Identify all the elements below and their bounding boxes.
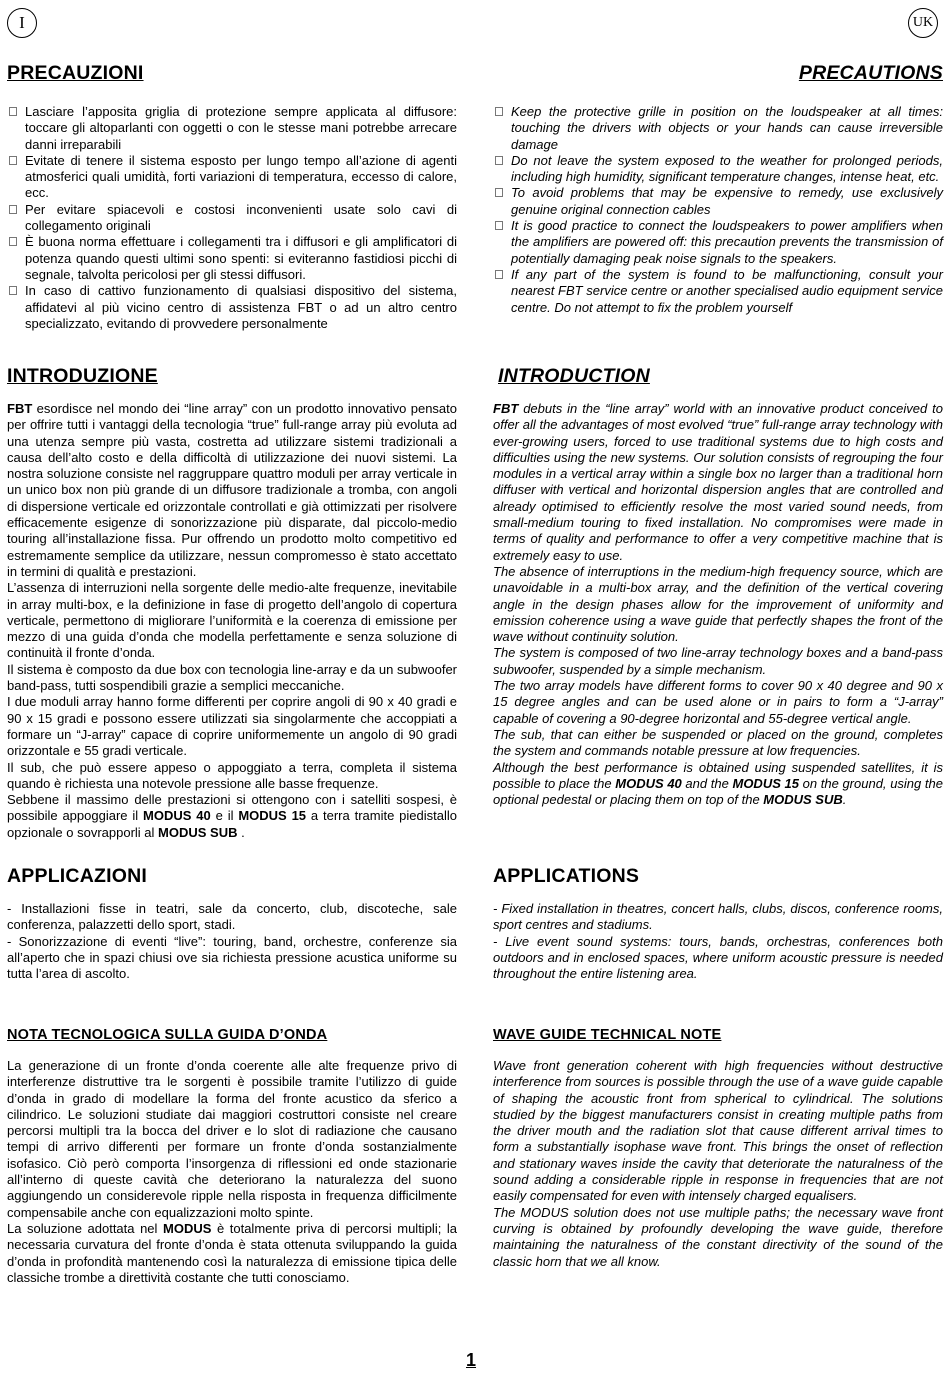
brand-name: FBT (7, 401, 33, 416)
list-item: Per evitare spiacevoli e costosi inconvenienti usate solo cavi di collegamento originali (7, 202, 457, 235)
checkbox-bullet-icon (9, 237, 17, 246)
english-language-badge: UK (908, 8, 938, 38)
checkbox-bullet-icon (9, 286, 17, 295)
precautions-heading-en: PRECAUTIONS (798, 62, 943, 84)
checkbox-bullet-icon (495, 188, 503, 197)
applications-heading-en: APPLICATIONS (493, 865, 640, 887)
list-item: Keep the protective grille in position on the loudspeaker at all times: touching the drivers with objects or your hands can cause irreversible damage (493, 104, 943, 153)
checkbox-bullet-icon (495, 221, 503, 230)
list-item: Evitate di tenere il sistema esposto per lungo tempo all’azione di agenti atmosferici quali umidità, forti variazioni di temperatura, eccesso di calore, ecc. (7, 153, 457, 202)
introduction-text-en: FBT debuts in the “line array” world with an innovative product conceived to offer all the advantages of most evolved “true” full-range array technology with ever-growing users, forced to use traditional systems due to high costs and difficulties using the new systems. Our solution consists of regrouping the four modules in a vertical array within a single box no larger than a traditional horn diffuser with vertical and horizontal dispersion angles that are controlled and already optimised to efficiently resolve the most varied sound needs, from small-medium touring to fixed installation. No compromises were made in terms of quality and performance to offer a very competitive machine that is extremely easy to use. The absence of interruptions in the medium-high frequency source, which are unavoidable in a multi-box array, and the definition of the vertical covering angle in the design phases allow for the improvement of uniformity and emission coherence using a wave guide that perfectly shapes the front of the wave without continuity solution. The system is composed of two line-array technology boxes and a band-pass subwoofer, suspended by a simple mechanism. The two array models have different forms to cover 90 x 40 degree and 90 x 15 degree angles and can be used alone or in pairs to form a “J-array” capable of covering a 90-degree horizontal and 55-degree vertical angle. The sub, that can either be suspended or placed on the ground, completes the system and commands notable pressure at low frequencies. Although the best performance is obtained using suspended satellites, it is possible to place the MODUS 40 and the MODUS 15 on the ground, using the optional pedestal or placing them on top of the MODUS SUB. (493, 401, 943, 808)
applications-heading-it: APPLICAZIONI (7, 865, 147, 887)
waveguide-heading-it: NOTA TECNOLOGICA SULLA GUIDA D’ONDA (7, 1027, 328, 1043)
brand-name: FBT (493, 401, 519, 416)
list-item: Do not leave the system exposed to the weather for prolonged periods, including high humidity, significant temperature changes, intense heat, etc. (493, 153, 943, 186)
checkbox-bullet-icon (495, 107, 503, 116)
introduction-heading-en: INTRODUCTION (498, 365, 650, 387)
list-item: Lasciare l’apposita griglia di protezione sempre applicata al diffusore: toccare gli altoparlanti con oggetti o con le stesse mani potrebbe arrecare danni irreparabili (7, 104, 457, 153)
list-item: In caso di cattivo funzionamento di qualsiasi dispositivo del sistema, affidatevi al più vicino centro di assistenza FBT o ad un altro centro specializzato, evitando di provvedere personalmente (7, 283, 457, 332)
list-item: If any part of the system is found to be malfunctioning, consult your nearest FBT service centre or another specialised audio equipment service centre. Do not attempt to fix the problem yourself (493, 267, 943, 316)
waveguide-text-it: La generazione di un fronte d’onda coerente alle alte frequenze privo di interferenze distruttive tra le sorgenti è possibile tramite l’utilizzo di guide d’onda in grado di modellare la forma del fronte acustico da sferico a cilindrico. Le soluzioni studiate dai maggiori costruttori consiste nel creare percorsi multipli tra la bocca del driver e lo slot di radiazione che causano tempi di arrivo differenti per formare un fronte d’onda sostanzialmente isofasico. Ciò però comporta l’insorgenza di riflessioni ed onde stazionarie all’interno di queste cavità che deteriorano la naturalezza del suono aggiungendo un considerevole ripple nella risposta in frequenza difficilmente compensabile anche con equalizzazioni molto spinte. La soluzione adottata nel MODUS è totalmente priva di percorsi multipli; la necessaria curvatura del fronte d’onda è stata ottenuta sviluppando la guida d’onda in profondità mantenendo così la naturalezza di emissione tipica delle classiche trombe a direttività costante che tutti conosciamo. (7, 1058, 458, 1285)
checkbox-bullet-icon (495, 270, 503, 279)
introduction-text-it: FBT esordisce nel mondo dei “line array” con un prodotto innovativo pensato per offrire tutti i vantaggi della tecnologia “true” full-range array più evoluta ad una utenza sempre più vasta, costretta ad utilizzare sistemi tradizionali a causa dell’alto costo e della difficoltà di utilizzazione dei nuovi sistemi. La nostra soluzione consiste nel raggruppare quattro moduli per array verticale in un unico box non più grande di un diffusore tradizionale a tromba, con angoli di dispersione verticale ed orizzontale controllati e già ottimizzati per risolvere efficacemente esigenze di sonorizzazione più disparate, dal piccolo-medio touring all’installazione fissa. Pur offrendo un prodotto molto competitivo ed estremamente semplice da utilizzare, nessun compromesso è stato accettato in termini di qualità e prestazioni. L’assenza di interruzioni nella sorgente delle medio-alte frequenze, inevitabile in array multi-box, e la definizione in fase di progetto dell’angolo di copertura verticale, permettono di migliorare l’uniformità e la coerenza di emissione per mezzo di una guida d’onda che modella perfettamente e senza soluzione di continuità il fronte d’onda. Il sistema è composto da due box con tecnologia line-array e da un subwoofer band-pass, tutti sospendibili grazie a semplici meccaniche. I due moduli array hanno forme differenti per coprire angoli di 90 x 40 gradi e 90 x 15 gradi e possono essere utilizzati sia singolarmente che accoppiati a formare un “J-array” capace di coprire uniformemente un angolo di 90 gradi orizzontale e 55 gradi verticale. Il sub, che può essere appeso o appoggiato a terra, completa il sistema quando è richiesta una notevole pressione alle basse frequenze. Sebbene il massimo delle prestazioni si ottengono con i satelliti sospesi, è possibile appoggiare il MODUS 40 e il MODUS 15 a terra tramite piedistallo opzionale o sovrapporli al MODUS SUB . (7, 401, 457, 840)
checkbox-bullet-icon (495, 156, 503, 165)
precautions-list-en (493, 104, 943, 316)
checkbox-bullet-icon (9, 205, 17, 214)
waveguide-text-en: Wave front generation coherent with high frequencies without destructive interference from sources is possible through the use of a wave guide capable of shaping the acoustic front from spherical to cylindrical. The solutions studied by the biggest manufacturers consist in creating multiple paths from the driver mouth and the radiation slot that cause different arrival times to form a substantially isophase wave front. This brings the onset of reflection and stationary waves inside the cavity that deteriorate the naturalness of the sound adding a considerable ripple in response in frequencies that are not easily compensated for even with intensely charged equalisers. The MODUS solution does not use multiple paths; the necessary wave front curving is obtained by profoundly developing the wave guide, therefore maintaining the naturalness of the constant directivity of the sound of the classic horn that we all know. (493, 1058, 943, 1269)
list-item: È buona norma effettuare i collegamenti tra i diffusori e gli amplificatori di potenza quando questi ultimi sono spenti: si eviteranno fastidiosi picchi di segnale, talvolta pericolosi per gli stessi diffusori. (7, 234, 457, 283)
list-item: To avoid problems that may be expensive to remedy, use exclusively genuine original connection cables (493, 185, 943, 218)
introduction-heading-it: INTRODUZIONE (7, 365, 158, 387)
list-item: It is good practice to connect the loudspeakers to power amplifiers when the amplifiers are powered off: this precaution prevents the transmission of potentially damaging peak noise signals to the speakers. (493, 218, 943, 267)
page-number: 1 (466, 1350, 477, 1370)
italian-language-badge: I (7, 8, 37, 38)
precautions-list-it (7, 104, 457, 332)
applications-text-it: - Installazioni fisse in teatri, sale da concerto, club, discoteche, sale conferenza, palazzetti dello sport, stadi. - Sonorizzazione di eventi “live”: touring, band, orchestre, conferenze sia all’aperto che in spazi chiusi ove sia richiesta pressione acustica uniforme su tutta l’area di ascolto. (7, 901, 457, 982)
precautions-heading-it: PRECAUZIONI (7, 62, 144, 84)
waveguide-heading-en: WAVE GUIDE TECHNICAL NOTE (493, 1027, 722, 1043)
applications-text-en: - Fixed installation in theatres, concert halls, clubs, discos, conference rooms, sport centres and stadiums. - Live event sound systems: tours, bands, orchestras, conferences both outdoors and in enclosed spaces, where uniform acoustic pressure is needed throughout the entire listening area. (493, 901, 943, 982)
checkbox-bullet-icon (9, 156, 17, 165)
checkbox-bullet-icon (9, 107, 17, 116)
